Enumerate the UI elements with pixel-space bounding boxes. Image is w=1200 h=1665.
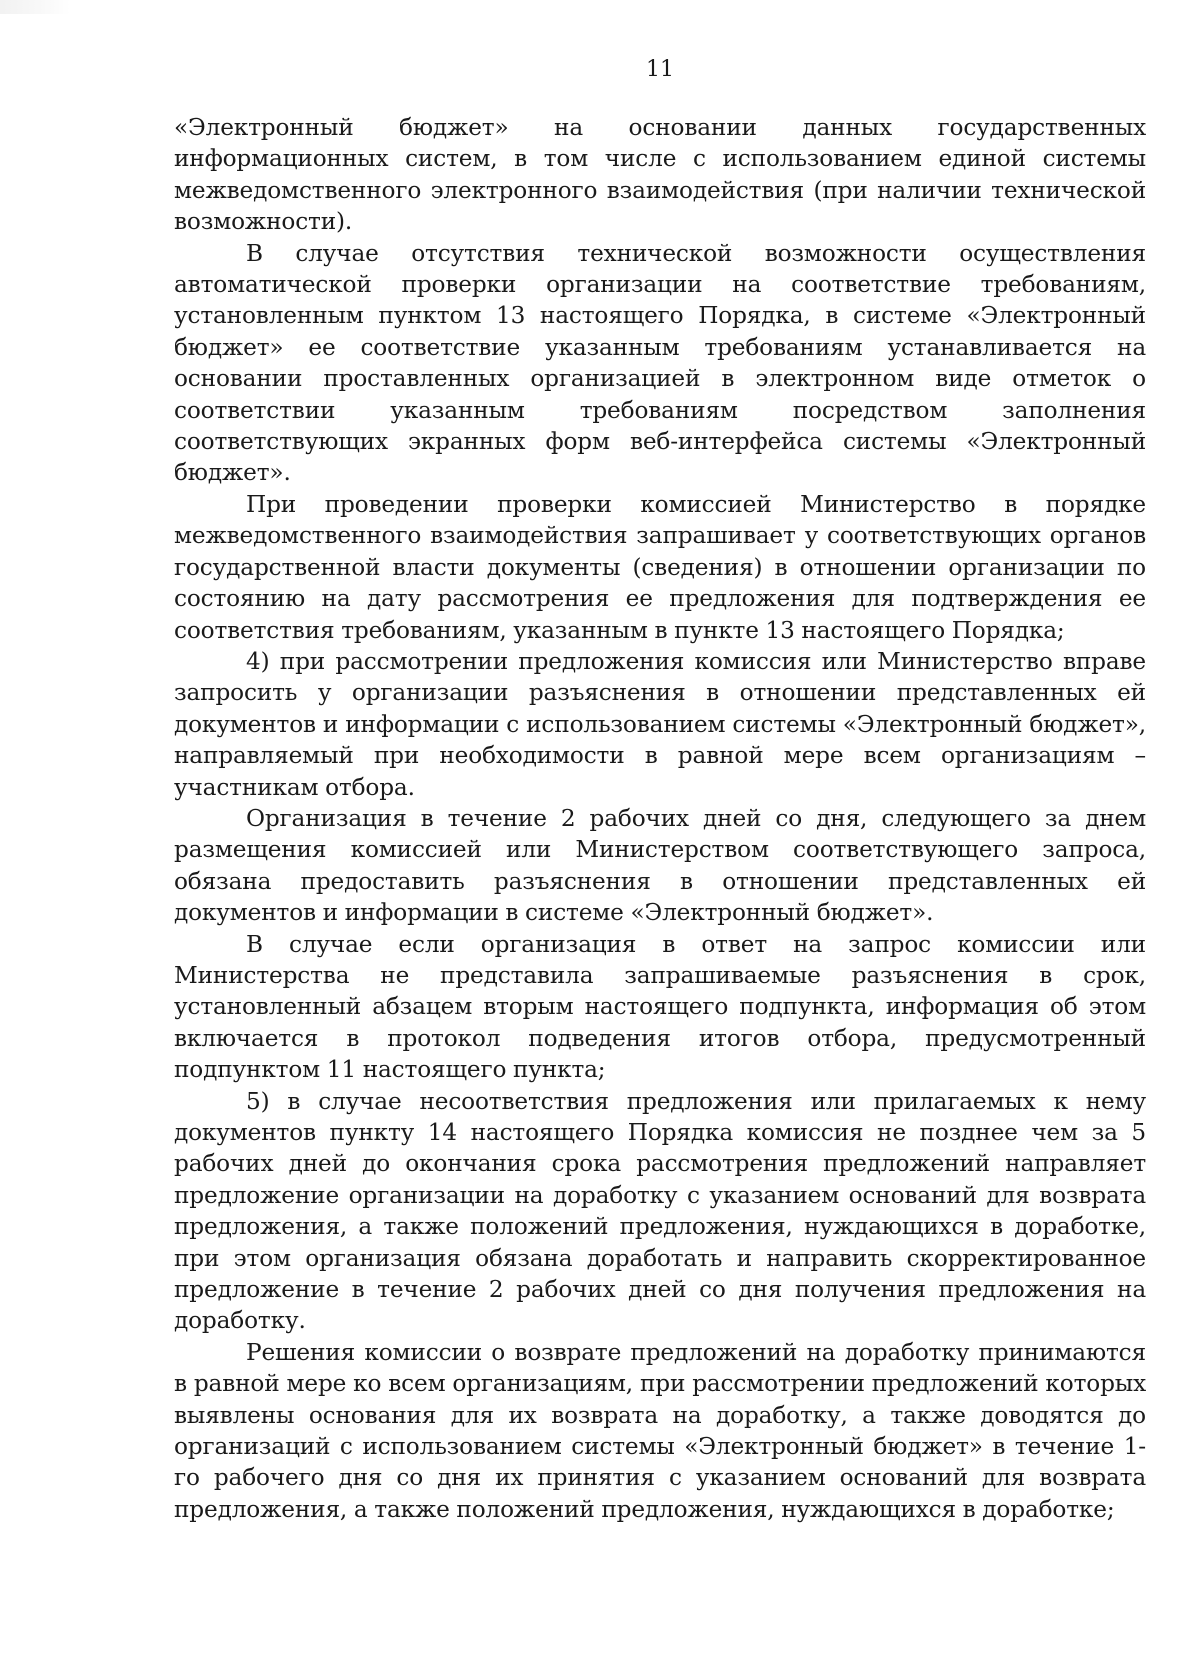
paragraph-no-technical-possibility: В случае отсутствия технической возможности осуществления автоматической проверки организации на соответствие требованиям, установленным пунктом 13 настоящего Порядка, в системе «Электронный бюджет» ее соответствие указанным требованиям устанавливается на основании проставленных организацией в электронном виде отметок о соответствии указанным требованиям посредством заполнения соответствующих экранных форм веб-интерфейса системы «Электронный бюджет».: [174, 239, 1146, 487]
paragraph-item-4-deadline: Организация в течение 2 рабочих дней со дня, следующего за днем размещения комиссией или Министерством соответствующего запроса, обязана предоставить разъяснения в отношении представленных ей документов и информации в системе «Электронный бюджет».: [174, 804, 1146, 927]
scan-artifact: [0, 0, 70, 14]
paragraph-continuation: «Электронный бюджет» на основании данных государственных информационных систем, в том числе с использованием единой системы межведомственного электронного взаимодействия (при наличии технической возможности).: [174, 114, 1146, 236]
page-number: 11: [646, 57, 674, 82]
paragraph-commission-check: При проведении проверки комиссией Министерство в порядке межведомственного взаимодействия запрашивает у соответствующих органов государственной власти документы (сведения) в отношении организации по состоянию на дату рассмотрения ее предложения для подтверждения ее соответствия требованиям, указанным в пункте 13 настоящего Порядка;: [174, 490, 1146, 644]
paragraph-item-5-decisions: Решения комиссии о возврате предложений на доработку принимаются в равной мере ко всем организациям, при рассмотрении предложений которых выявлены основания для их возврата на доработку, а также доводятся до организаций с использованием системы «Электронный бюджет» в течение 1-го рабочего дня со дня их принятия с указанием оснований для возврата предложения, а также положений предложения, нуждающихся в доработке;: [174, 1338, 1146, 1523]
paragraph-item-4: 4) при рассмотрении предложения комиссия или Министерство вправе запросить у организации разъяснения в отношении представленных ей документов и информации с использованием системы «Электронный бюджет», направляемый при необходимости в равной мере всем организациям – участникам отбора.: [174, 647, 1146, 801]
paragraph-item-5: 5) в случае несоответствия предложения или прилагаемых к нему документов пункту 14 настоящего Порядка комиссия не позднее чем за 5 рабочих дней до окончания срока рассмотрения предложений направляет предложение организации на доработку с указанием оснований для возврата предложения, а также положений предложения, нуждающихся в доработке, при этом организация обязана доработать и направить скорректированное предложение в течение 2 рабочих дней со дня получения предложения на доработку.: [174, 1087, 1146, 1335]
document-body: [174, 112, 1146, 1525]
paragraph-item-4-no-response: В случае если организация в ответ на запрос комиссии или Министерства не представила запрашиваемые разъяснения в срок, установленный абзацем вторым настоящего подпункта, информация об этом включается в протокол подведения итогов отбора, предусмотренный подпунктом 11 настоящего пункта;: [174, 930, 1146, 1084]
